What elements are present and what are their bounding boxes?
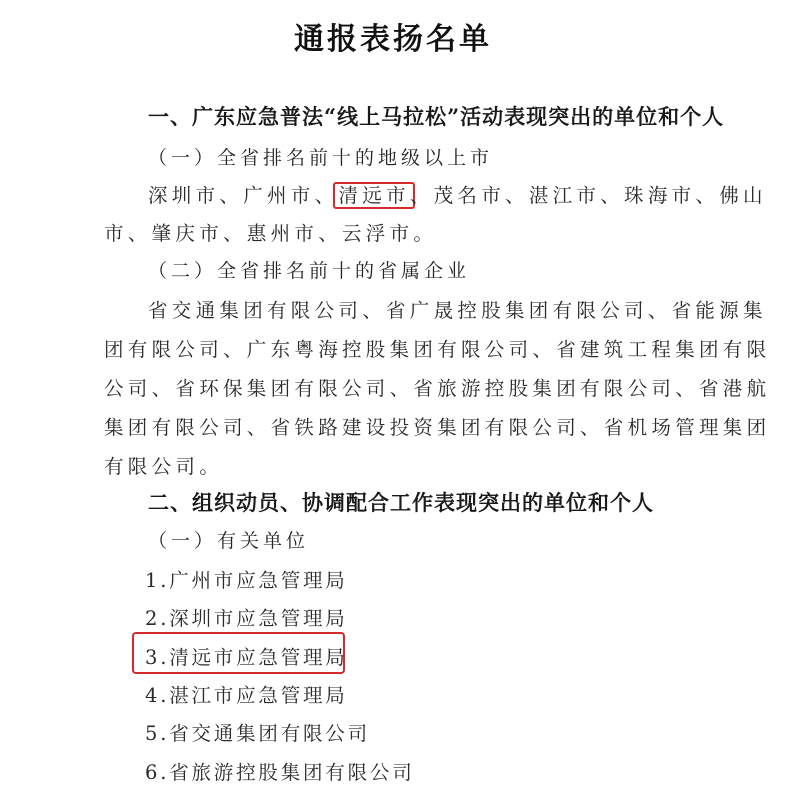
unit-list-item: 2.深圳市应急管理局 xyxy=(145,607,348,630)
highlighted-city-qingyuan: 清远市 xyxy=(333,182,414,209)
unit-list-item: 1.广州市应急管理局 xyxy=(145,569,348,592)
document-title: 通报表扬名单 xyxy=(294,22,492,57)
city-list-text-before: 深圳市、广州市、 xyxy=(148,184,339,207)
enterprise-list-line: 公司、省环保集团有限公司、省旅游控股集团有限公司、省港航 xyxy=(104,377,771,400)
city-list-line-1 xyxy=(148,180,767,208)
unit-list-item: 6.省旅游控股集团有限公司 xyxy=(145,761,415,784)
enterprise-list-line: 有限公司。 xyxy=(104,455,224,478)
city-list-line-2: 市、肇庆市、惠州市、云浮市。 xyxy=(104,222,438,245)
section-2-sub-1-heading: （一）有关单位 xyxy=(148,530,310,552)
section-1-sub-2-heading: （二）全省排名前十的省属企业 xyxy=(148,260,471,282)
city-list-text-after: 、茂名市、湛江市、珠海市、佛山 xyxy=(409,184,767,207)
section-2-heading: 二、组织动员、协调配合工作表现突出的单位和个人 xyxy=(148,490,654,515)
unit-list-item-highlighted: 3.清远市应急管理局 xyxy=(145,646,348,669)
enterprise-list-line: 省交通集团有限公司、省广晟控股集团有限公司、省能源集 xyxy=(148,299,767,322)
unit-list-item: 5.省交通集团有限公司 xyxy=(145,722,370,745)
enterprise-list-line: 团有限公司、广东粤海控股集团有限公司、省建筑工程集团有限 xyxy=(104,338,771,361)
unit-list-item: 4.湛江市应急管理局 xyxy=(145,684,348,707)
section-1-heading: 一、广东应急普法“线上马拉松”活动表现突出的单位和个人 xyxy=(148,104,725,129)
section-1-sub-1-heading: （一）全省排名前十的地级以上市 xyxy=(148,147,494,169)
enterprise-list-line: 集团有限公司、省铁路建设投资集团有限公司、省机场管理集团 xyxy=(104,416,771,439)
